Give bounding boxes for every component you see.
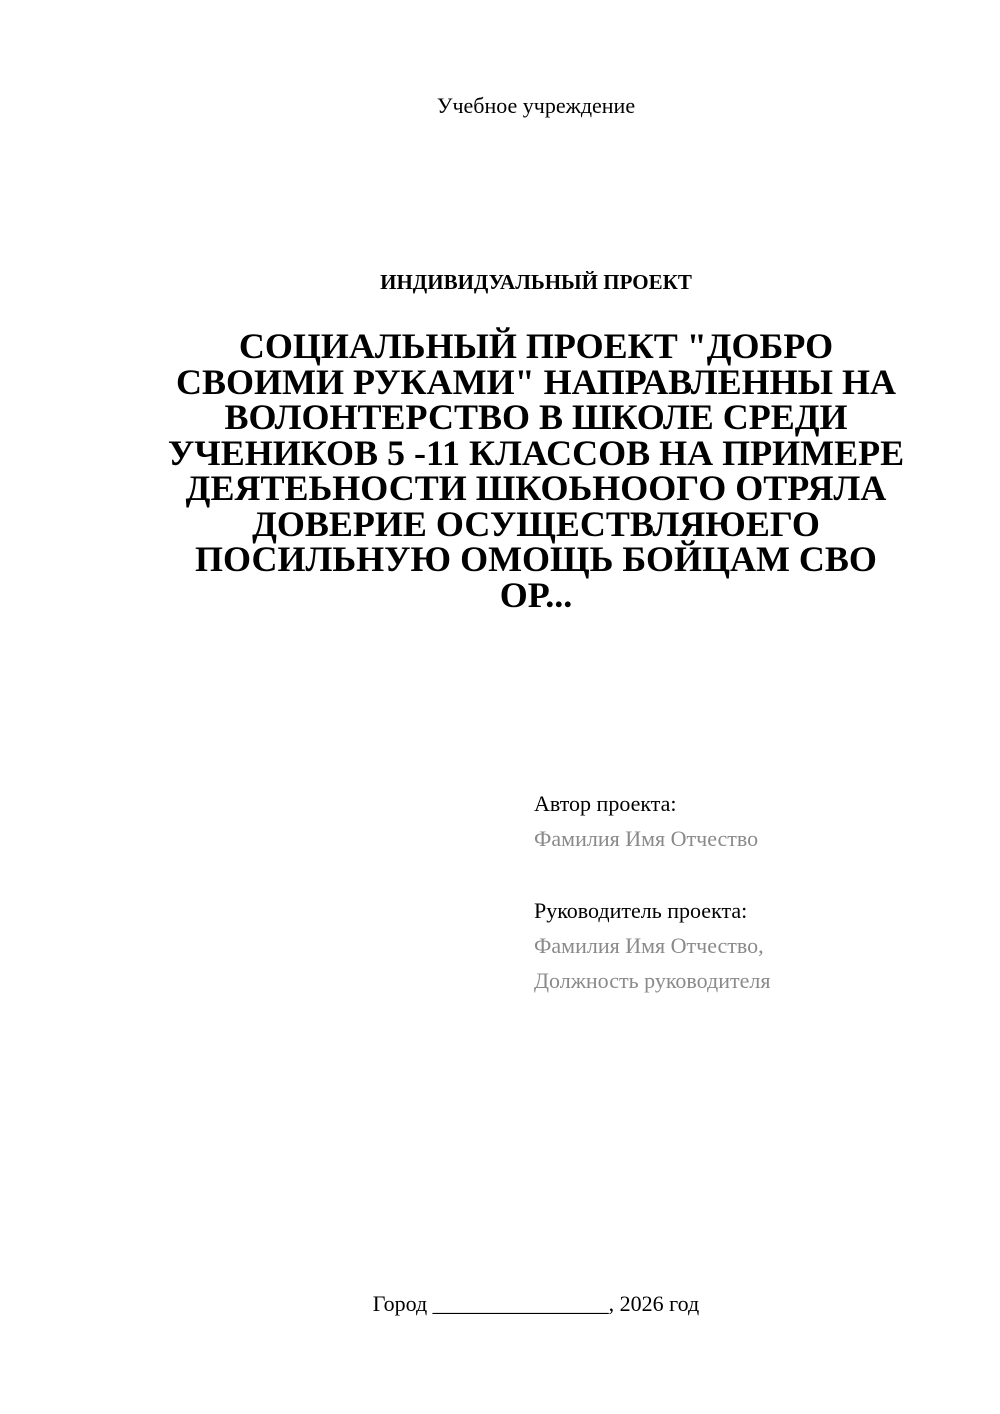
- author-label: Автор проекта:: [534, 791, 677, 816]
- author-name: Фамилия Имя Отчество: [534, 826, 759, 851]
- supervisor-block: [534, 893, 954, 998]
- document-type: ИНДИВИДУАЛЬНЫЙ ПРОЕКТ: [380, 270, 692, 294]
- institution-name: Учебное учреждение: [436, 93, 636, 118]
- supervisor-name: Фамилия Имя Отчество,: [534, 933, 764, 958]
- project-title: СОЦИАЛЬНЫЙ ПРОЕКТ "ДОБРО СВОИМИ РУКАМИ" НАПРАВЛЕННЫ НА ВОЛОНТЕРСТВО В ШКОЛЕ СРЕДИ УЧЕНИКОВ 5 -11 КЛАССОВ НА ПРИМЕРЕ ДЕЯТЕЬНОСТИ ШКОЬНООГО ОТРЯЛА ДОВЕРИЕ ОСУЩЕСТВЛЯЮЕГО ПОСИЛЬНУЮ ОМОЩЬ БОЙЦАМ СВО ОР...: [167, 326, 905, 615]
- supervisor-label: Руководитель проекта:: [534, 898, 748, 923]
- author-block: [534, 786, 954, 856]
- supervisor-position: Должность руководителя: [534, 968, 771, 993]
- city-year-line: Город ________________, 2026 год: [372, 1291, 700, 1316]
